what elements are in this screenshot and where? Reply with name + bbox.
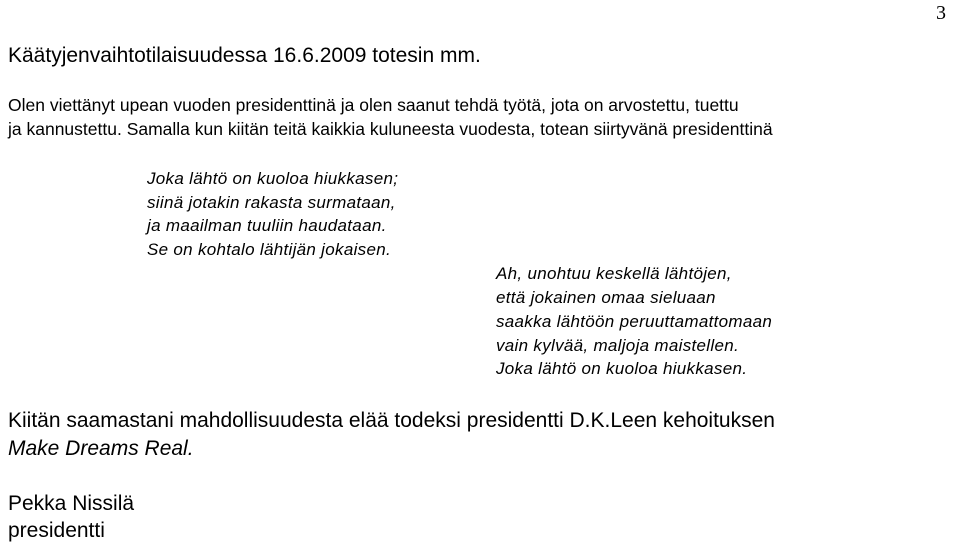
- poem-line: ja maailman tuuliin haudataan.: [147, 216, 387, 235]
- closing-line-1: Kiitän saamastani mahdollisuudesta elää todeksi presidentti D.K.Leen kehoituksen: [8, 409, 775, 432]
- page-number: 3: [936, 2, 946, 24]
- heading: Käätyjenvaihtotilaisuudessa 16.6.2009 totesin mm.: [8, 44, 481, 67]
- signature-title: presidentti: [8, 519, 105, 542]
- poem-line: Ah, unohtuu keskellä lähtöjen,: [496, 264, 732, 283]
- poem-line: että jokainen omaa sieluaan: [496, 288, 716, 307]
- poem-line: siinä jotakin rakasta surmataan,: [147, 193, 396, 212]
- poem-line: Joka lähtö on kuoloa hiukkasen;: [147, 169, 399, 188]
- poem-line: saakka lähtöön peruuttamattomaan: [496, 312, 773, 331]
- signature-name: Pekka Nissilä: [8, 492, 135, 515]
- paragraph-line-2: ja kannustettu. Samalla kun kiitän teitä kaikkia kuluneesta vuodesta, totean siirtyvänä presidenttinä: [8, 119, 773, 139]
- paragraph-line-1: Olen viettänyt upean vuoden presidenttinä ja olen saanut tehdä työtä, jota on arvostettu, tuettu: [8, 95, 739, 115]
- poem-line: Joka lähtö on kuoloa hiukkasen.: [496, 359, 748, 378]
- poem-line: vain kylvää, maljoja maistellen.: [496, 336, 739, 355]
- closing-motto: Make Dreams Real.: [8, 437, 194, 460]
- poem-line: Se on kohtalo lähtijän jokaisen.: [147, 240, 391, 259]
